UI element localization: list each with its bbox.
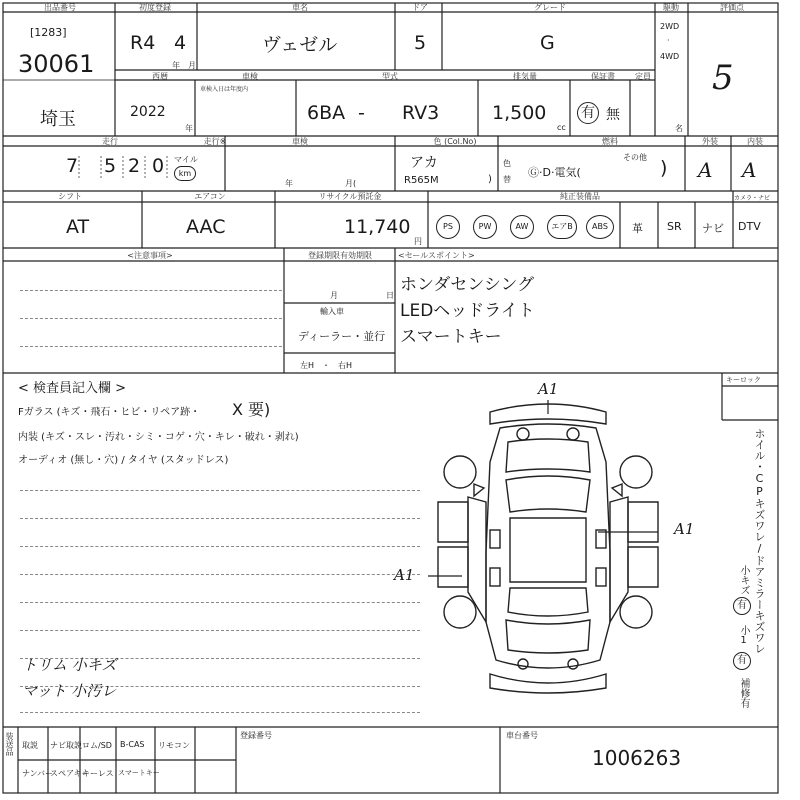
inspection-note: 車検入日は年度内 <box>200 86 249 93</box>
year-value: 2022 <box>130 104 166 120</box>
mileage-digit-1: 7 <box>66 155 79 177</box>
footer-plate: ナンバー <box>22 769 54 778</box>
sales-point-1: ホンダセンシング <box>400 275 535 295</box>
drive-header: 駆動 <box>663 3 679 12</box>
aircon-header: エアコン <box>194 192 226 201</box>
inspector-line-glass: Fガラス (キズ・飛石・ヒビ・リペア跡・ <box>18 407 201 418</box>
note-line-3 <box>20 346 282 347</box>
equip-pw: PW <box>473 215 497 239</box>
color-code: R565M <box>404 175 439 186</box>
model-name: ヴェゼル <box>262 34 338 56</box>
equip-airbag: エアB <box>547 215 577 239</box>
right-side-note: ホイル・CPキズワレ/ドアミラーキズワレ <box>753 428 766 654</box>
first-reg-month: 4 <box>174 32 187 54</box>
footer-rom-sd: ロム/SD <box>82 741 112 750</box>
fuel-header: 燃料 <box>602 137 618 146</box>
model-code: RV3 <box>402 102 440 124</box>
note-line-1 <box>20 290 282 291</box>
equipment-header: 純正装備品 <box>560 192 600 201</box>
mileage-unit-km: km <box>174 166 196 181</box>
right-small-1: 小キズ <box>738 565 749 595</box>
equip-sunroof: SR <box>667 220 682 233</box>
notes-header: <注意事項> <box>127 251 173 260</box>
color-close-paren: ) <box>488 174 492 185</box>
color-name: アカ <box>410 155 438 171</box>
right-circle-1: 有 <box>733 597 751 615</box>
color-header: 色 (Col.No) <box>433 137 477 146</box>
inspector-line-interior: 内装 (キズ・スレ・汚れ・シミ・コゲ・穴・キレ・破れ・剥れ) <box>18 432 299 443</box>
color-year-label: 年 <box>285 179 293 188</box>
mileage-digit-2: 5 <box>104 155 117 177</box>
displacement-value: 1,500 <box>492 102 547 124</box>
cam-header: カメラ・ナビ <box>734 195 771 202</box>
sales-point-2: LEDヘッドライト <box>400 301 535 321</box>
capacity-unit: 名 <box>675 124 683 133</box>
doors-header: ドア <box>412 3 428 12</box>
insp-line-1 <box>20 490 420 491</box>
insp-line-5 <box>20 602 420 603</box>
year-unit: 年 <box>185 124 193 133</box>
footer-side-label: 装送品 <box>5 732 14 756</box>
note-line-2 <box>20 318 282 319</box>
damage-left: A1 <box>394 566 415 584</box>
drive-2wd: 2WD <box>660 22 680 31</box>
recycle-unit: 円 <box>414 237 422 246</box>
score-value: 5 <box>712 58 734 98</box>
record-book-yes: 有 <box>577 102 599 124</box>
import-label: 輸入車 <box>320 307 344 316</box>
score-header: 評価点 <box>720 3 744 12</box>
serial-number: 1006263 <box>592 746 682 770</box>
damage-right: A1 <box>674 520 695 538</box>
footer-serial-label: 車台番号 <box>506 731 538 740</box>
reg-day: 日 <box>386 291 394 300</box>
grade-header: グレード <box>534 3 566 12</box>
footer-smart-key: スマートキー <box>118 769 160 777</box>
mileage-note-header: 走行※ <box>203 137 227 146</box>
footer-bcas: B-CAS <box>120 740 145 749</box>
mileage-unit-mile: マイル <box>174 155 198 164</box>
footer-navi-manual: ナビ取説 <box>50 741 82 750</box>
inspection-header: 車検 <box>242 72 258 81</box>
handwritten-note-2: マット 小汚レ <box>22 682 117 700</box>
keylock-header: キーロック <box>726 376 761 384</box>
lot-region: 埼玉 <box>40 109 76 130</box>
exterior-grade: A <box>698 158 713 182</box>
damage-front: A1 <box>538 380 559 398</box>
displacement-header: 排気量 <box>513 72 537 81</box>
exterior-header: 外装 <box>702 137 718 146</box>
year-header: 西暦 <box>152 72 168 81</box>
car-diagram <box>428 392 668 712</box>
drive-4wd: 4WD <box>660 52 680 61</box>
capacity-header: 定員 <box>635 72 651 81</box>
glass-mark: X 要) <box>232 400 271 419</box>
insp-line-6 <box>20 630 420 631</box>
footer-spare-key: スペアキー <box>50 769 90 778</box>
inspector-header: < 検査員記入欄 > <box>18 381 127 396</box>
grade-value: G <box>540 32 555 54</box>
aircon-value: AAC <box>186 216 226 238</box>
lot-number: 30061 <box>18 50 95 78</box>
model-name-header: 車名 <box>292 3 308 12</box>
fuel-other: その他 <box>623 153 647 162</box>
sales-point-3: スマートキー <box>400 327 502 347</box>
handle-side: 左H ・ 右H <box>300 361 353 370</box>
footer-manual: 取説 <box>22 741 38 750</box>
interior-header: 内装 <box>747 137 763 146</box>
handwritten-note-1: トリム 小キズ <box>22 656 117 674</box>
first-reg-era: R4 <box>130 32 156 54</box>
inspector-line-audio: オーディオ (無し・穴) / タイヤ (スタッドレス) <box>18 455 229 466</box>
equip-navi: ナビ <box>702 222 724 235</box>
reg-expiry-header: 登録期限有効期限 <box>308 251 372 260</box>
model-code-dash: - <box>358 102 365 124</box>
fuel-options: Ⓖ·D·電気( <box>528 166 581 179</box>
right-small-2: 小1 <box>738 625 749 646</box>
recycle-header: リサイクル預託金 <box>318 192 382 201</box>
color-no-header: 車検 <box>292 137 308 146</box>
insp-line-3 <box>20 546 420 547</box>
insp-line-2 <box>20 518 420 519</box>
shift-value: AT <box>66 216 90 238</box>
model-code-header: 型式 <box>382 72 398 81</box>
lot-code: [1283] <box>30 26 67 39</box>
color-month-label: 月( <box>345 179 357 188</box>
footer-keyless: キーレス <box>82 769 114 778</box>
first-reg-month-unit: 月 <box>188 61 196 70</box>
recycle-fee: 11,740 <box>344 216 411 238</box>
insp-line-9 <box>20 712 420 713</box>
first-reg-header: 初度登録 <box>139 3 171 12</box>
record-book-no: 無 <box>606 107 620 123</box>
footer-remote: リモコン <box>158 741 190 750</box>
dealer-parallel: ディーラー・並行 <box>298 330 386 343</box>
mileage-header: 走行 <box>102 137 118 146</box>
equip-dtv: DTV <box>738 220 761 233</box>
first-reg-year-unit: 年 <box>172 61 180 70</box>
sales-points-header: <セールスポイント> <box>398 251 475 260</box>
shift-header: シフト <box>58 192 82 201</box>
equip-abs: ABS <box>586 215 614 239</box>
color-change-a: 色 <box>503 159 511 168</box>
displacement-unit: cc <box>557 123 566 132</box>
equip-aw: AW <box>510 215 534 239</box>
repair-note: 補修有 <box>738 678 749 708</box>
record-book-header: 保証書 <box>591 72 615 81</box>
equip-ps: PS <box>436 215 460 239</box>
mileage-digit-3: 2 <box>128 155 141 177</box>
reg-month: 月 <box>330 291 338 300</box>
fuel-close: ) <box>660 157 668 179</box>
doors-value: 5 <box>414 32 427 54</box>
mileage-digit-4: 0 <box>152 155 165 177</box>
right-circle-2: 有 <box>733 652 751 670</box>
model-code-prefix: 6BA <box>307 102 346 124</box>
equip-leather: 革 <box>632 222 643 235</box>
lot-header: 出品番号 <box>44 3 76 12</box>
color-change-b: 替 <box>503 175 511 184</box>
footer-reg-no-label: 登録番号 <box>240 731 272 740</box>
drive-sep: · <box>667 36 670 45</box>
interior-grade: A <box>742 158 757 182</box>
insp-line-4 <box>20 574 420 575</box>
